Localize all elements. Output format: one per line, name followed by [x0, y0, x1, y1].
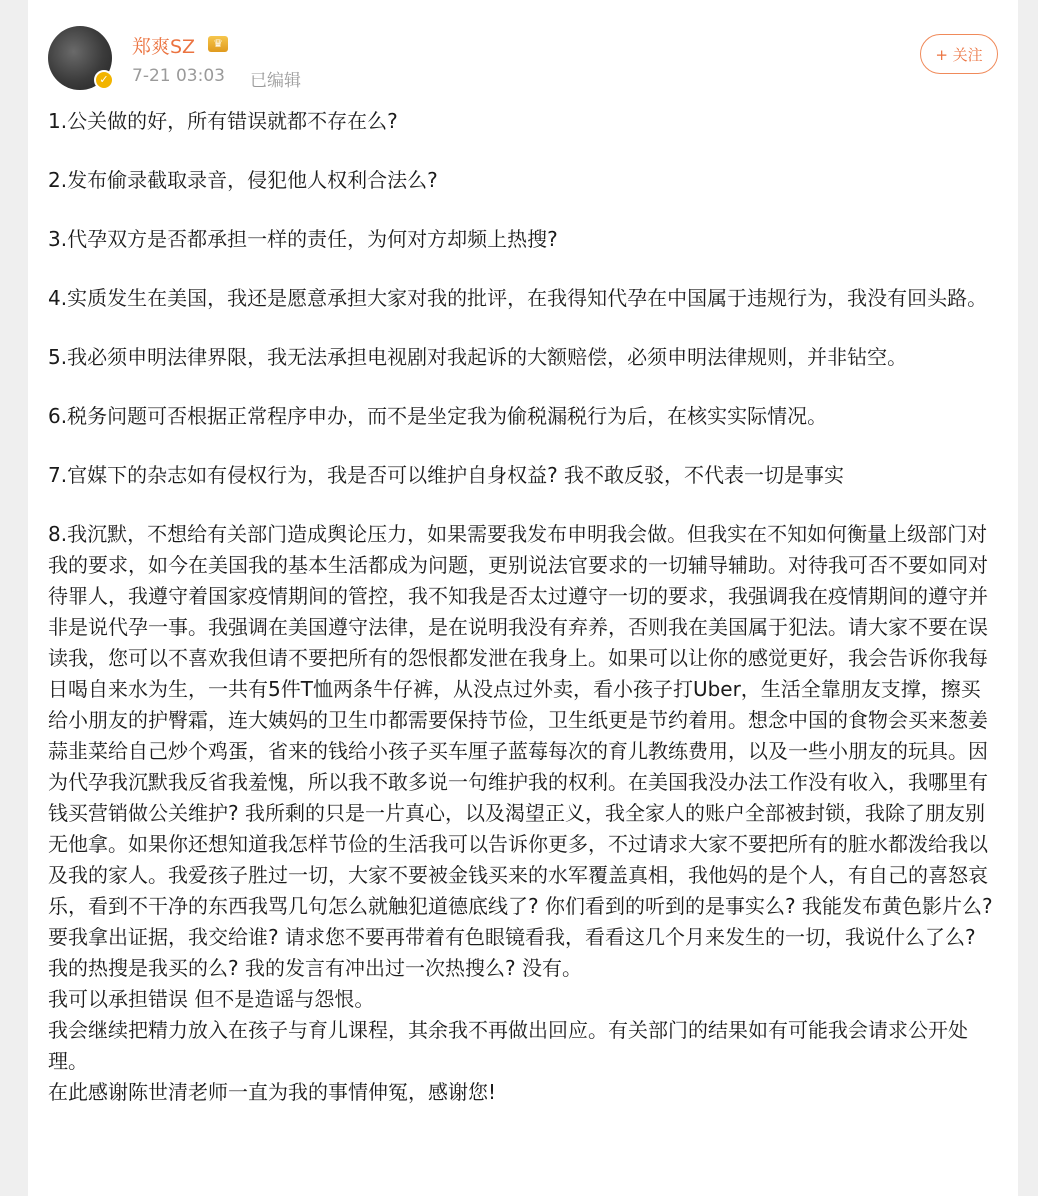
paragraph-7: 7.官媒下的杂志如有侵权行为，我是否可以维护自身权益? 我不敢反驳，不代表一切是事实	[48, 463, 845, 487]
verified-badge-icon: ✓	[94, 70, 114, 90]
post-content	[48, 106, 998, 1108]
post-timestamp[interactable]: 7-21 03:03	[132, 66, 225, 86]
paragraph-1: 1.公关做的好，所有错误就都不存在么?	[48, 109, 398, 133]
paragraph-9: 我可以承担错误 但不是造谣与怨恨。	[48, 987, 375, 1011]
bottom-fade	[28, 1156, 1018, 1196]
paragraph-2: 2.发布偷录截取录音，侵犯他人权利合法么?	[48, 168, 438, 192]
paragraph-8: 8.我沉默，不想给有关部门造成舆论压力，如果需要我发布申明我会做。但我实在不知如何衡量上级部门对我的要求，如今在美国我的基本生活都成为问题，更别说法官要求的一切辅导辅助。对待我可否不要如同对待罪人，我遵守着国家疫情期间的管控，我不知我是否太过遵守一切的要求，我强调我在疫情期间的遵守并非是说代孕一事。我强调在美国遵守法律，是在说明我没有弃养，否则我在美国属于犯法。请大家不要在误读我，您可以不喜欢我但请不要把所有的怨恨都发泄在我身上。如果可以让你的感觉更好，我会告诉你我每日喝自来水为生，一共有5件T恤两条牛仔裤，从没点过外卖，看小孩子打Uber，生活全靠朋友支撑，擦买给小朋友的护臀霜，连大姨妈的卫生巾都需要保持节俭，卫生纸更是节约着用。想念中国的食物会买来葱姜蒜韭菜给自己炒个鸡蛋，省来的钱给小孩子买车厘子蓝莓每次的育儿教练费用，以及一些小朋友的玩具。因为代孕我沉默我反省我羞愧，所以我不敢多说一句维护我的权利。在美国我没办法工作没有收入，我哪里有钱买营销做公关维护? 我所剩的只是一片真心，以及渴望正义，我全家人的账户全部被封锁，我除了朋友别无他拿。如果你还想知道我怎样节俭的生活我可以告诉你更多，不过请求大家不要把所有的脏水都泼给我以及我的家人。我爱孩子胜过一切，大家不要被金钱买来的水军覆盖真相，我他妈的是个人，有自己的喜怒哀乐，看到不干净的东西我骂几句怎么就触犯道德底线了? 你们看到的听到的是事实么? 我能发布黄色影片么? 要我拿出证据，我交给谁? 请求您不要再带着有色眼镜看我，看看这几个月来发生的一切，我说什么了么? 我的热搜是我买的么? 我的发言有冲出过一次热搜么? 没有。	[48, 522, 993, 980]
username[interactable]: 郑爽SZ	[132, 36, 196, 58]
post-card	[28, 0, 1018, 1196]
paragraph-10: 我会继续把精力放入在孩子与育儿课程，其余我不再做出回应。有关部门的结果如有可能我会请求公开处理。	[48, 1018, 968, 1073]
paragraph-11: 在此感谢陈世清老师一直为我的事情伸冤，感谢您!	[48, 1080, 497, 1104]
vip-crown-icon: ♛	[208, 36, 228, 52]
edited-label: 已编辑	[250, 71, 301, 91]
paragraph-4: 4.实质发生在美国，我还是愿意承担大家对我的批评，在我得知代孕在中国属于违规行为，我没有回头路。	[48, 286, 988, 310]
paragraph-5: 5.我必须申明法律界限，我无法承担电视剧对我起诉的大额赔偿，必须申明法律规则，并非钻空。	[48, 345, 908, 369]
post-header	[28, 0, 1018, 100]
follow-button[interactable]: + 关注	[920, 34, 998, 74]
paragraph-3: 3.代孕双方是否都承担一样的责任，为何对方却频上热搜?	[48, 227, 558, 251]
paragraph-6: 6.税务问题可否根据正常程序申办，而不是坐定我为偷税漏税行为后，在核实实际情况。	[48, 404, 828, 428]
